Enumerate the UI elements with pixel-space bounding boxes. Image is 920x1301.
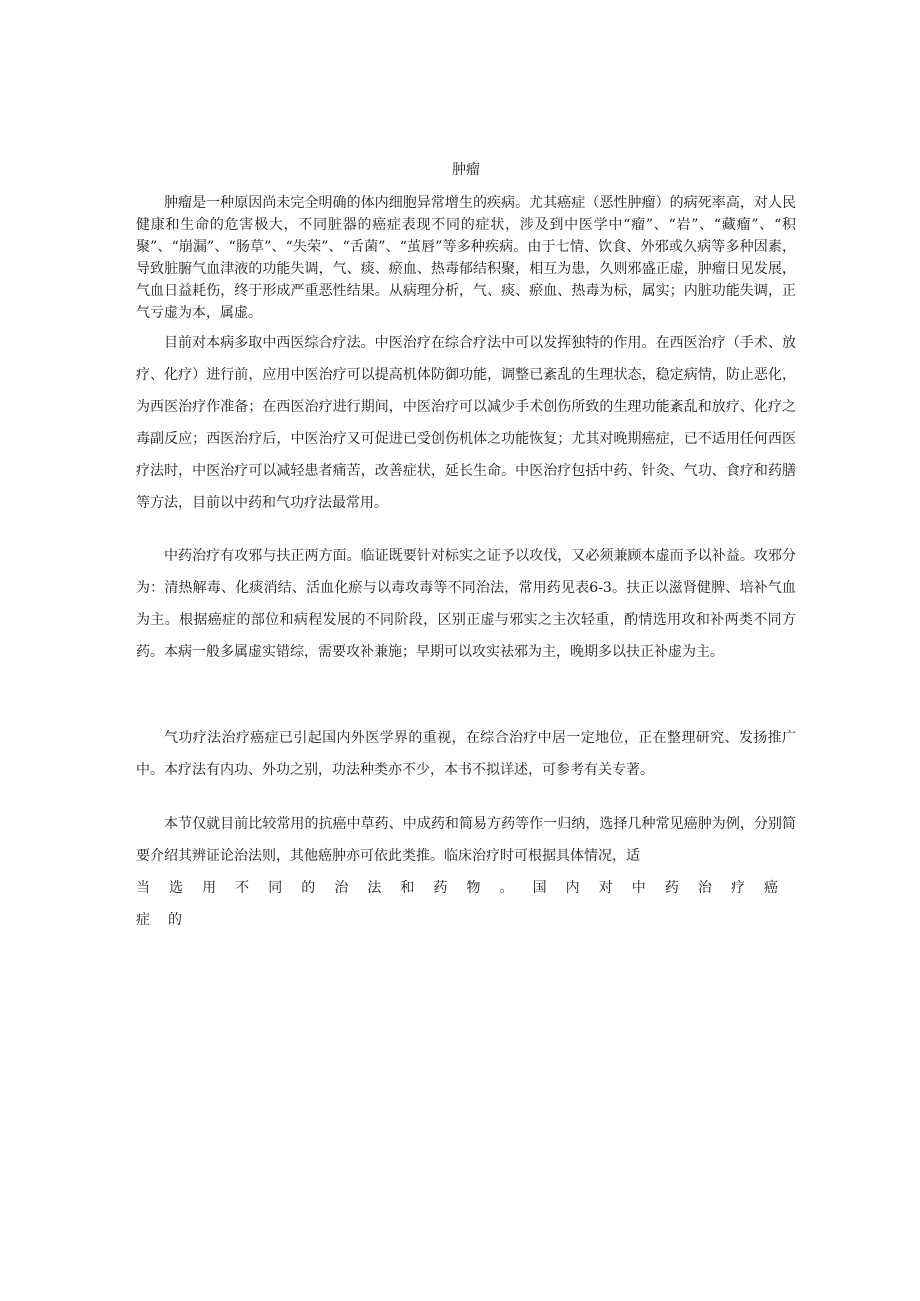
- paragraph-intro: 肿瘤是一种原因尚未完全明确的体内细胞异常增生的疾病。尤其癌症（恶性肿瘤）的病死率高，对人民健康和生命的危害极大，不同脏器的癌症表现不同的症状，涉及到中医学中“瘤”、“岩”、“藏瘤”、“积聚”、“崩漏”、“肠草”、“失荣”、“舌菌”、“茧唇”等多种疾病。由于七情、饮食、外邪或久病等多种因素，导致脏腑气血津液的功能失调，气、痰、瘀血、热毒郁结积聚，相互为患，久则邪盛正虚，肿瘤日见发展，气血日益耗伤，终于形成严重恶性结果。从病理分析，气、痰、瘀血、热毒为标，属实；内脏功能失调，正气亏虚为本，属虚。: [136, 195, 796, 321]
- paragraph-qigong-treatment: 气功疗法治疗癌症已引起国内外医学界的重视，在综合治疗中居一定地位，正在整理研究、发扬推广中。本疗法有内功、外功之别，功法种类亦不少，本书不拟详述，可参考有关专著。: [136, 730, 796, 778]
- paragraph-section-summary: 本节仅就目前比较常用的抗癌中草药、中成药和简易方药等作一归纳，选择几种常见癌肿为例，分别简要介绍其辨证论治法则，其他癌肿亦可依此类推。临床治疗时可根据具体情况，适: [136, 816, 796, 864]
- paragraph-herbal-treatment: 中药治疗有攻邪与扶正两方面。临证既要针对标实之证予以攻伐，又必须兼顾本虚而予以补益。攻邪分为：清热解毒、化痰消结、活血化瘀与以毒攻毒等不同治法，常用药见表6-3。扶正以滋肾健脾、培补气血为主。根据癌症的部位和病程发展的不同阶段，区别正虚与邪实之主次轻重，酌情选用攻和补两类不同方药。本病一般多属虚实错综，需要攻补兼施；早期可以攻实祛邪为主，晚期多以扶正补虚为主。: [136, 548, 796, 660]
- paragraph-treatment-overview: 目前对本病多取中西医综合疗法。中医治疗在综合疗法中可以发挥独特的作用。在西医治疗（手术、放疗、化疗）进行前，应用中医治疗可以提高机体防御功能，调整已紊乱的生理状态，稳定病情，防止恶化，为西医治疗作准备；在西医治疗进行期间，中医治疗可以减少手术创伤所致的生理功能紊乱和放疗、化疗之毒副反应；西医治疗后，中医治疗又可促进已受创伤机体之功能恢复；尤其对晚期癌症，已不适用任何西医疗法时，中医治疗可以减轻患者痛苦，改善症状，延长生命。中医治疗包括中药、针灸、气功、食疗和药膳等方法，目前以中药和气功疗法最常用。: [136, 335, 796, 511]
- document-title: 肿瘤: [452, 162, 480, 178]
- paragraph-section-summary-continued: 当选用不同的治法和药物。国内对中药治疗癌症的: [136, 880, 796, 928]
